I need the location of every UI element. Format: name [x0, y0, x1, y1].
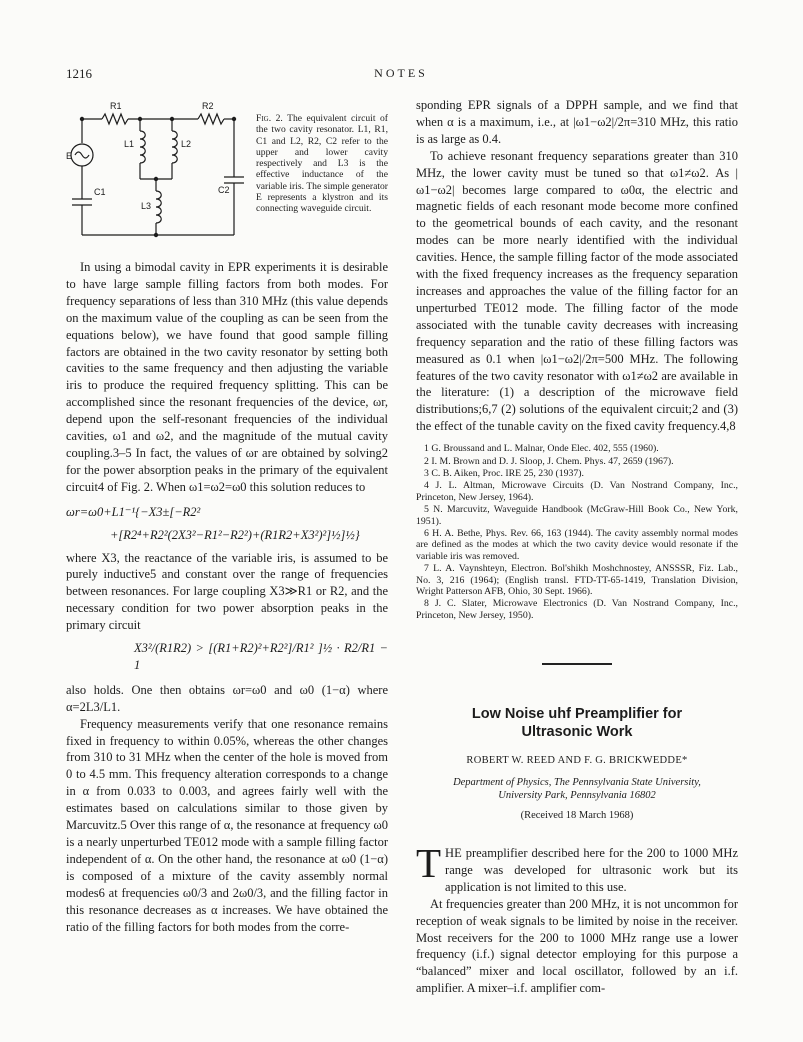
affiliation-line-2: University Park, Pennsylvania 16802 [498, 790, 656, 802]
label-l3: L3 [141, 201, 152, 211]
section-divider [542, 663, 612, 665]
label-l1: L1 [124, 139, 135, 149]
figure-2 [66, 97, 388, 249]
left-column [66, 97, 388, 935]
article-title-line-2: Ultrasonic Work [521, 724, 633, 741]
label-e: E [66, 151, 73, 161]
received-date: (Received 18 March 1968) [520, 810, 634, 822]
references [416, 443, 738, 621]
left-paragraph-4: Frequency measurements verify that one resonance remains fixed in frequency to within 0.05%, whereas the other changes from 310 to 31 MHz when the center of the hole is moved from 0 to 4.5 mm. This frequency alteration corresponds to a change in α from 0.033 to 0.003, and agrees fairly well with the estimates based on calculations similar to those given by Marcuvitz.5 Over this range of α, the resonance at frequency ω0 is a nearly unperturbed TE012 mode with a sample filling factor independent of α. On the other hand, the resonance at ω0 (1−α) is composed of a mixture of the cavity assembly normal modes6 at frequencies ω0/3 and 2ω0/3, and the filling factor in this resonance decreases as α increases. We have obtained the ratio of the filling factors for both modes from the corre- [66, 716, 388, 934]
reference-item: 8 J. C. Slater, Microwave Electronics (D. Van Nostrand Company, Inc., Princeton, New Jersey, 1950). [416, 598, 738, 621]
label-l2: L2 [181, 139, 192, 149]
reference-item: 6 H. A. Bethe, Phys. Rev. 66, 163 (1944). The cavity assembly normal modes are defined as the modes at which the two cavity device would resonate if the variable iris was removed. [416, 527, 738, 562]
equation-1 [66, 504, 388, 544]
article-affiliation [416, 776, 738, 802]
left-paragraph-2: where X3, the reactance of the variable iris, is assumed to be purely inductive5 and constant over the range of frequencies between resonances. For large coupling X3≫R1 or R2, and the necessary condition for two power absorption peaks in the primary circuit [66, 550, 388, 633]
figure-caption-label: Fig. 2. [256, 113, 283, 124]
reference-item: 5 N. Marcuvitz, Waveguide Handbook (McGraw-Hill Book Co., New York, 1951). [416, 504, 738, 527]
drop-cap: T [416, 840, 442, 887]
article-paragraph-2: At frequencies greater than 200 MHz, it is not uncommon for reception of weak signals to be limited by noise in the receiver. Most receivers for the 200 to 1000 MHz range use a lower frequency (i.f.) signal detector employing for this purpose a “balanced” mixer and local oscillator, followed by an i.f. amplifier. A mixer–i.f. amplifier com- [416, 896, 738, 996]
page-number: 1216 [66, 66, 92, 81]
reference-item: 3 C. B. Aiken, Proc. IRE 25, 230 (1937). [424, 467, 585, 479]
right-column [416, 97, 738, 997]
reference-item: 4 J. L. Altman, Microwave Circuits (D. Van Nostrand Company, Inc., Princeton, New Jersey, 1964). [416, 480, 738, 503]
page-header [66, 66, 736, 82]
article-body [416, 840, 738, 997]
figure-caption [256, 113, 388, 215]
running-head: NOTES [374, 66, 428, 80]
equation-2: X3²/(R1R2) > [(R1+R2)²+R2²]/R1² ]½ · R2/R1 − 1 [134, 641, 388, 672]
affiliation-line-1: Department of Physics, The Pennsylvania State University, [453, 777, 701, 789]
right-paragraph-2: To achieve resonant frequency separations greater than 310 MHz, the lower cavity must be tuned so that ω1≠ω2. As |ω1−ω2| becomes large compared to ω0α, the electric and magnetic fields of each resonant mode become more confined to the geometrical bounds of each cavity, and the resonant modes can be more nearly identified with the individual cavities. Hence, the sample filling factor of the mode associated with the fixed frequency increases as the frequency separation increases and approaches the value of the filling factor for an unperturbed TE012 mode. The filling factor of the mode associated with the tunable cavity decreases with increasing frequency separation and the ratio of these filling factors was measured as 0.1 when |ω1−ω2|/2π=500 MHz. The following features of the two cavity resonator with ω1≠ω2 are available in the literature: (1) a description of the microwave field distributions;6,7 (2) solutions of the equivalent circuit;2 and (3) the effect of the tunable cavity on the fixed cavity frequency.4,8 [416, 148, 738, 434]
equation-1-line-1: ωr=ω0+L1⁻¹{−X3±[−R2² [66, 504, 201, 519]
figure-caption-text: The equivalent circuit of the two cavity resonator. L1, R1, C1 and L2, R2, C2 refer to the upper and lower cavity respectively and L3 is the effective inductance of the variable iris. The simple generator E represents a klystron and its connecting waveguide circuit. [256, 113, 388, 215]
right-paragraph-1: sponding EPR signals of a DPPH sample, and we find that when α is a maximum, i.e., at |ω1−ω2|/2π=310 MHz, this ratio is as large as 0.4. [416, 98, 738, 146]
left-paragraph-3: also holds. One then obtains ωr=ω0 and ω0 (1−α) where α=2L3/L1. [66, 682, 388, 714]
article-paragraph-1-text: HE preamplifier described here for the 200 to 1000 MHz range was developed for ultrasonic work but its application is not limited to this use. [445, 846, 738, 894]
article-title-line-1: Low Noise uhf Preamplifier for [471, 706, 683, 723]
left-paragraph-1: In using a bimodal cavity in EPR experiments it is desirable to have large sample filling factors from both modes. For frequency separations of less than 310 MHz (this value depends on the maximum value of the coupling as can be seen from the equations below), we have found that good sample filling factors are obtained in the two cavity resonator by setting both cavities to the same frequency and then adjusting the variable iris to produce the required frequency splitting. This can be accomplished since the resonant frequencies of the device, ωr, depend upon the self-resonant frequencies of the individual cavities, ω1 and ω2, and the magnitude of the mutual cavity coupling.3–5 In fact, the values of ωr are obtained by solving2 for the power absorption peaks in the primary of the equivalent circuit4 of Fig. 2. When ω1=ω2=ω0 this solution reduces to [66, 260, 388, 494]
equation-1-line-2: +[R2⁴+R2²(2X3²−R1²−R2²)+(R1R2+X3²)²]½]½} [110, 527, 360, 542]
reference-item: 1 G. Broussand and L. Malnar, Onde Elec. 402, 555 (1960). [424, 443, 659, 455]
article-title [416, 705, 738, 741]
reference-item: 2 I. M. Brown and D. J. Sloop, J. Chem. Phys. 47, 2659 (1967). [424, 455, 674, 467]
reference-item: 7 L. A. Vaynshteyn, Electron. Bol'shikh Moshchnostey, ANSSSR, Fiz. Lab., No. 3, 216 (1964); (English transl. FTD-TT-65-1419, Translation Division, Wright Patterson AFB, Ohio, 30 Sept. 1966). [416, 563, 738, 597]
label-c1: C1 [94, 187, 106, 197]
circuit-diagram [68, 99, 254, 249]
label-r1: R1 [110, 101, 122, 111]
label-r2: R2 [202, 101, 214, 111]
label-c2: C2 [218, 185, 230, 195]
article-paragraph-1 [416, 840, 738, 896]
article-authors: ROBERT W. REED AND F. G. BRICKWEDDE* [466, 755, 688, 767]
